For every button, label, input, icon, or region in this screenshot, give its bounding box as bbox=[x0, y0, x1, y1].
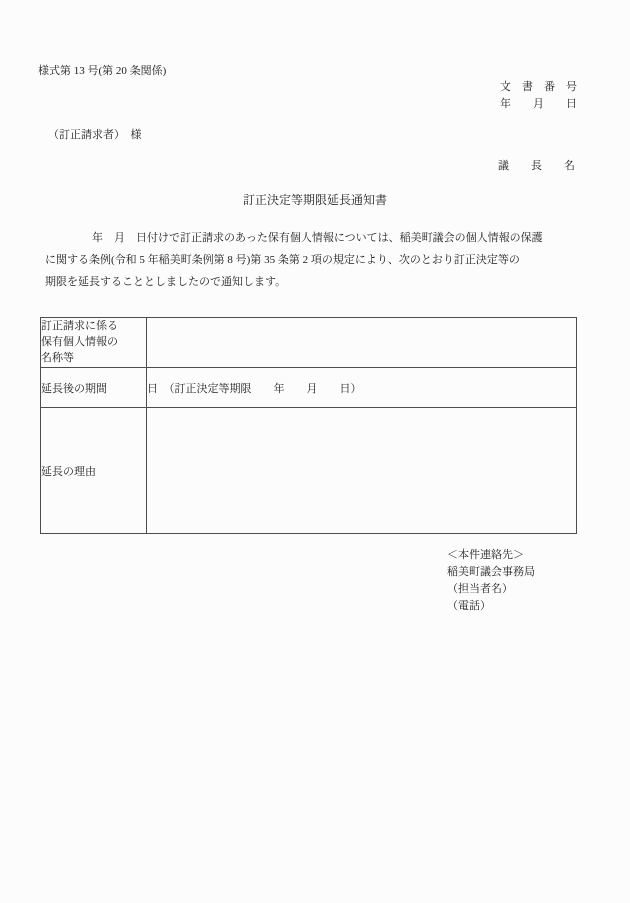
table-row-extended-period bbox=[41, 368, 577, 408]
body-paragraph bbox=[45, 227, 586, 293]
label-cell-extended-period: 延長後の期間 bbox=[41, 368, 147, 408]
label-cell-extension-reason: 延長の理由 bbox=[41, 408, 147, 534]
label-line: 保有個人情報の bbox=[41, 336, 118, 348]
body-line-3: 期限を延長することとしましたので通知します。 bbox=[45, 276, 287, 288]
document-number-label: 文 書 番 号 bbox=[500, 81, 577, 93]
document-number-block bbox=[500, 79, 577, 113]
signer-name: 議 長 名 bbox=[498, 160, 575, 172]
contact-block bbox=[447, 547, 535, 615]
table-row-information-name bbox=[41, 318, 577, 368]
date-label: 年 月 日 bbox=[500, 98, 577, 110]
body-line-1: 年 月 日付けで訂正請求のあった保有個人情報については、稲美町議会の個人情報の保護 bbox=[92, 232, 543, 244]
contact-person: （担当者名） bbox=[447, 583, 513, 595]
value-cell-extension-reason[interactable] bbox=[147, 408, 577, 534]
addressee: （訂正請求者） 様 bbox=[48, 129, 142, 141]
document-title: 訂正決定等期限延長通知書 bbox=[242, 193, 387, 207]
contact-heading: ＜本件連絡先＞ bbox=[447, 549, 524, 561]
value-cell-information-name[interactable] bbox=[147, 318, 577, 368]
table-row-extension-reason bbox=[41, 408, 577, 534]
contact-phone: （電話） bbox=[447, 600, 491, 612]
contact-office: 稲美町議会事務局 bbox=[447, 566, 535, 578]
label-line: 訂正請求に係る bbox=[41, 320, 118, 332]
value-cell-extended-period[interactable]: 日 （訂正決定等期限 年 月 日） bbox=[147, 368, 577, 408]
label-cell-information-name bbox=[41, 318, 147, 368]
form-number: 様式第 13 号(第 20 条関係) bbox=[38, 65, 167, 77]
notice-table bbox=[40, 317, 577, 534]
body-line-2: に関する条例(令和 5 年稲美町条例第 8 号)第 35 条第 2 項の規定により、次のとおり訂正決定等の bbox=[45, 254, 520, 266]
label-line: 名称等 bbox=[41, 352, 74, 364]
